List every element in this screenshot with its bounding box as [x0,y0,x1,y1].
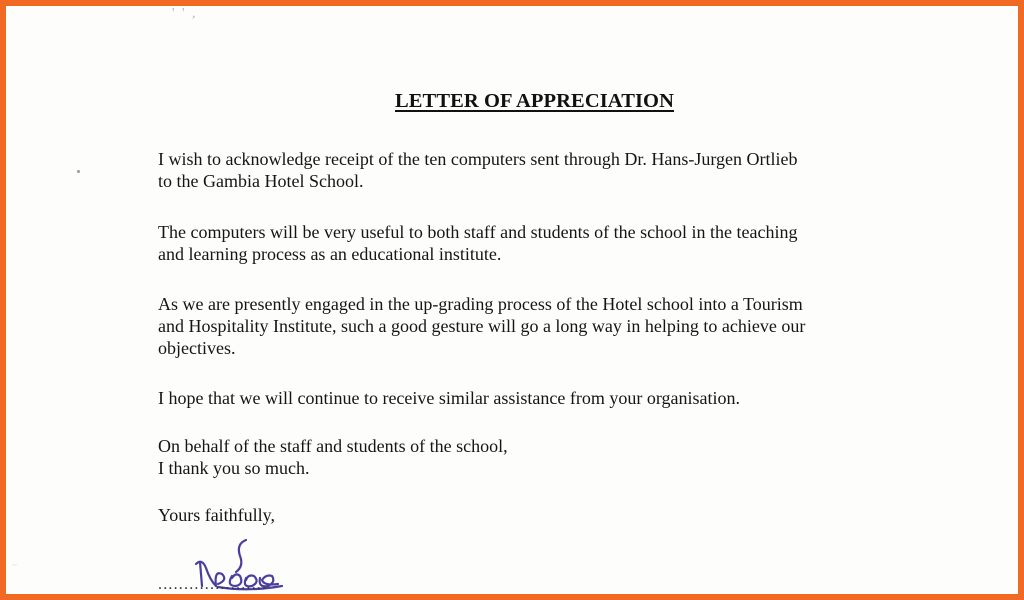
paragraph-line: and learning process as an educational institute. [158,244,502,264]
paragraph-line: and Hospitality Institute, such a good gesture will go a long way in helping to achieve our [158,316,806,336]
paragraph-upgrading [158,293,805,359]
closing-salutation: Yours faithfully, [158,505,276,525]
paragraph-line: The computers will be very useful to both staff and students of the school in the teaching [158,222,798,242]
paragraph-line: I thank you so much. [158,458,310,478]
paragraph-acknowledgement [158,148,798,192]
paragraph-usefulness [158,221,798,265]
paragraph-thanks [158,435,508,479]
paragraph-line: I wish to acknowledge receipt of the ten computers sent through Dr. Hans-Jurgen Ortlieb [158,149,798,169]
paragraph-line: I hope that we will continue to receive similar assistance from your organisation. [158,388,741,408]
letter-title: LETTER OF APPRECIATION [395,90,674,112]
paragraph-line: On behalf of the staff and students of the school, [158,436,508,456]
paragraph-line: objectives. [158,338,236,358]
faint-margin-mark: ~ [12,560,17,570]
paper-speck [77,170,80,173]
cropped-header-residue: ' ' , [172,6,198,21]
paragraph-line: As we are presently engaged in the up-grading process of the Hotel school into a Tourism [158,294,803,314]
paragraph-line: to the Gambia Hotel School. [158,171,364,191]
signature-line: ..................... [158,576,268,593]
paragraph-hope [158,387,740,409]
letter-page [12,6,1024,600]
